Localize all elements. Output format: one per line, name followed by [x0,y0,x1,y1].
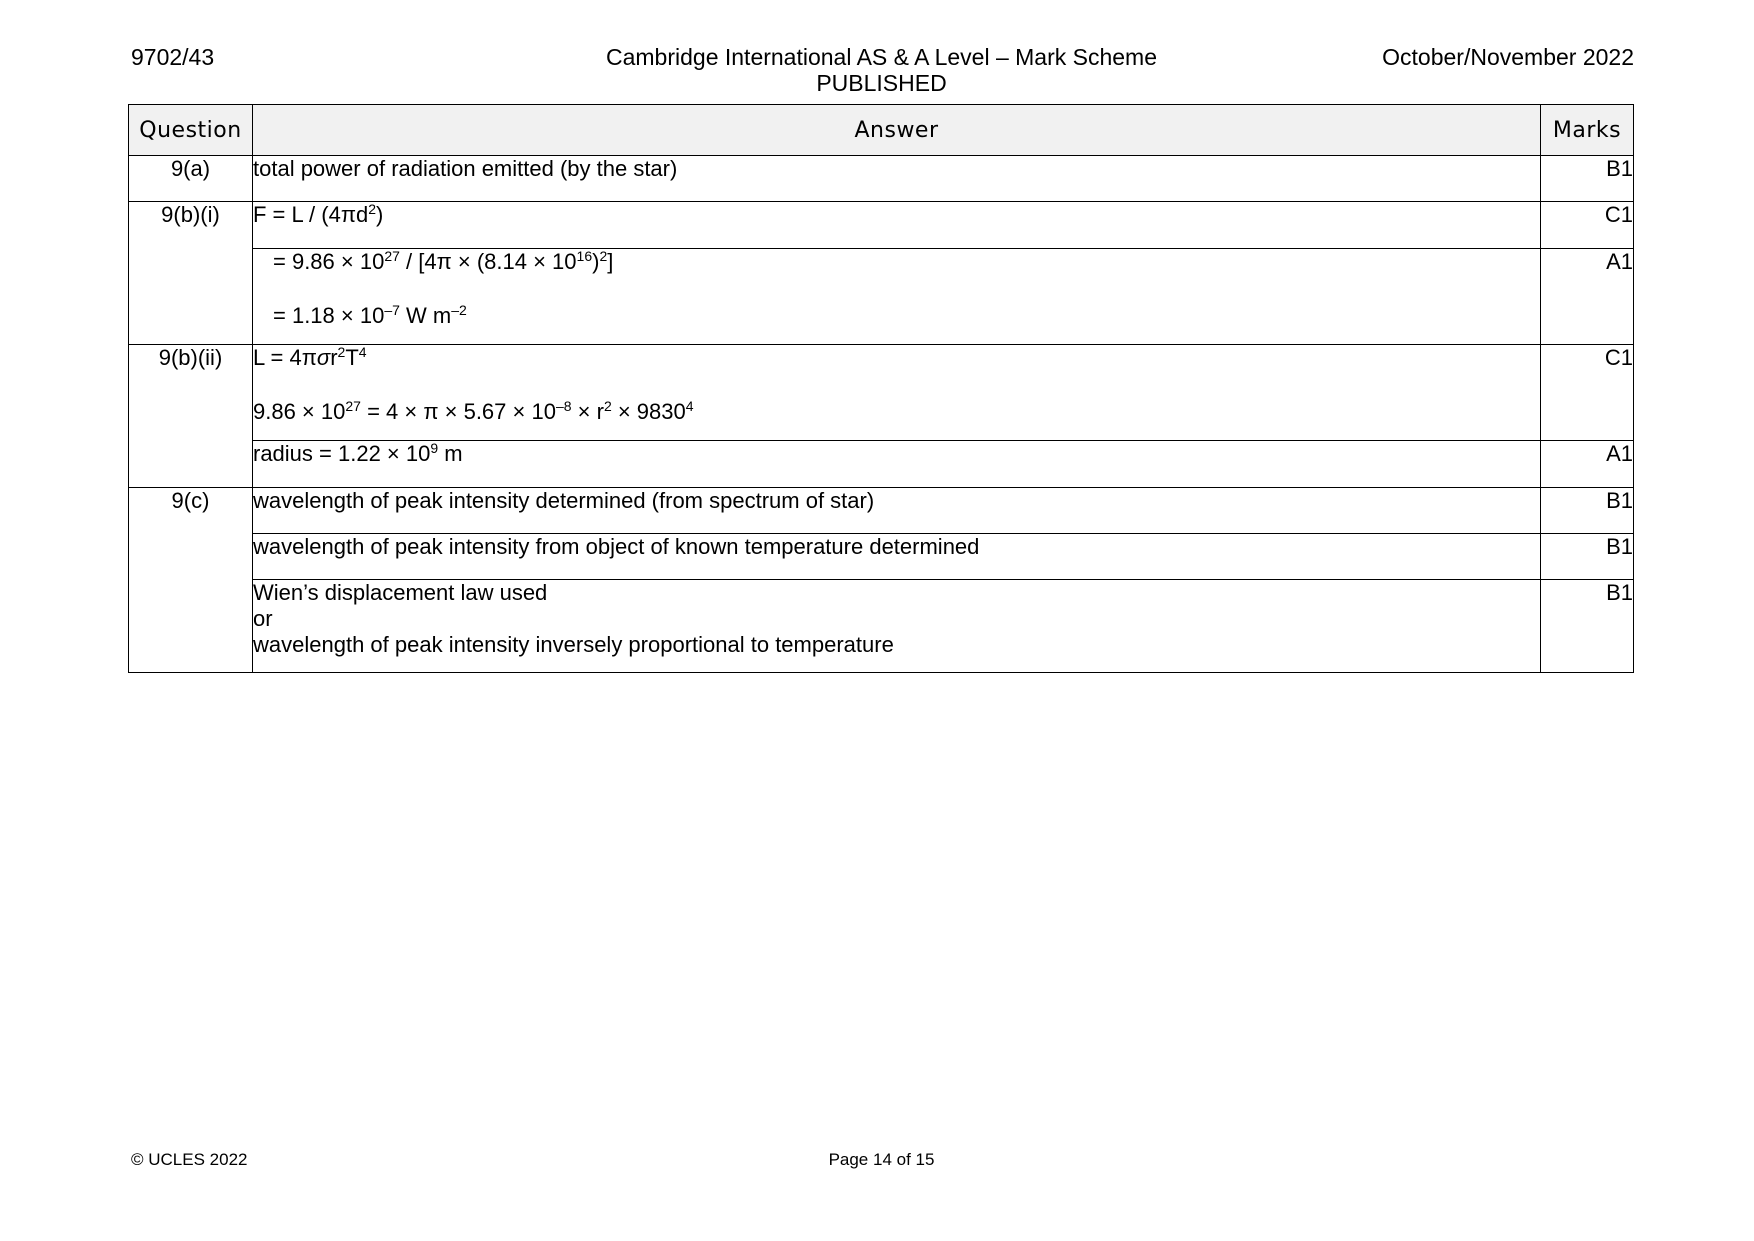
marks-column-header: Marks [1541,105,1634,156]
question-column-header: Question [129,105,253,156]
table-row [129,534,1634,580]
result-line: radius = $1.22 \times 10^9$ m [253,440,463,466]
table-row [129,441,1634,488]
formula: $L = 4\pi\sigma r^2T^4$ [253,344,367,370]
answer-text: total power of radiation emitted (by the star) [253,156,1541,202]
answer-text [253,249,1541,345]
question-number: 9(b)(i) [129,202,253,345]
document-title: Cambridge International AS & A Level – Mark Scheme [605,44,1158,70]
answer-text: wavelength of peak intensity determined (from spectrum of star) [253,488,1541,534]
mark-code: B1 [1541,580,1634,673]
answer-text [253,202,1541,249]
question-number: 9(a) [129,156,253,202]
mark-code: B1 [1541,488,1634,534]
answer-text [253,441,1541,488]
formula: $F = L / (4\pi d^2)$ [253,201,384,227]
paper-code: 9702/43 [131,44,215,70]
mark-code: C1 [1541,202,1634,249]
substitution-line: $9.86 \times 10^{27} = 4 \times \pi \times 5.67 \times 10^{-8} \times r^2 \times 9830^4$ [253,398,694,424]
answer-line: or [253,606,273,631]
mark-code: B1 [1541,156,1634,202]
page-number: Page 14 of 15 [828,1150,935,1169]
mark-code: B1 [1541,534,1634,580]
table-row [129,488,1634,534]
copyright-notice: © UCLES 2022 [131,1150,248,1169]
table-header-row [129,105,1634,156]
answer-column-header: Answer [253,105,1541,156]
question-number: 9(b)(ii) [129,345,253,488]
document-subtitle: PUBLISHED [816,70,947,96]
table-row [129,156,1634,202]
answer-text [253,580,1541,673]
mark-scheme-table [128,104,1634,673]
table-row [129,249,1634,345]
mark-code: C1 [1541,345,1634,441]
mark-code: A1 [1541,441,1634,488]
answer-line: wavelength of peak intensity inversely proportional to temperature [253,632,894,657]
exam-session: October/November 2022 [1382,44,1634,70]
answer-text [253,345,1541,441]
result-line: = $1.18 \times 10^{-7}$ W $m^{-2}$ [273,302,467,328]
table-row [129,202,1634,249]
calculation-line: = $9.86 \times 10^{27} / [4\pi \times (8.14 \times 10^{16})^2]$ [273,248,614,274]
mark-code: A1 [1541,249,1634,345]
answer-text: wavelength of peak intensity from object of known temperature determined [253,534,1541,580]
answer-line: Wien’s displacement law used [253,580,548,605]
question-number: 9(c) [129,488,253,673]
table-row [129,580,1634,673]
table-row [129,345,1634,441]
